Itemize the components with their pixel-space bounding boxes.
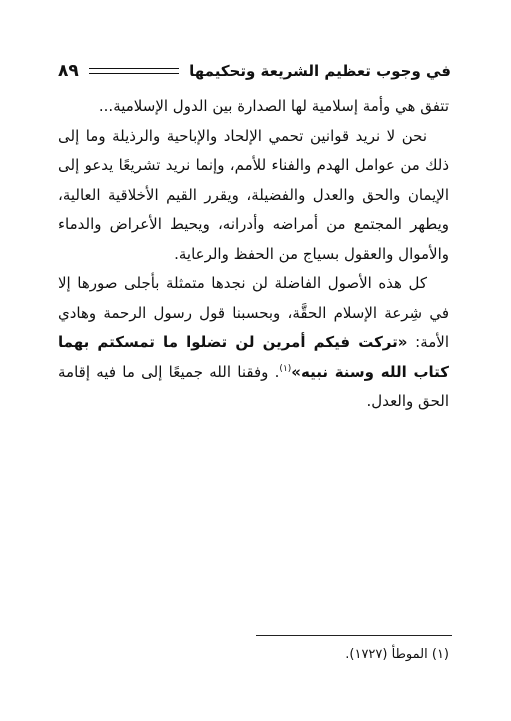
footnote-separator xyxy=(256,635,452,636)
header-double-rule xyxy=(89,68,179,74)
paragraph-3-start: كل هذه الأصول الفاضلة لن نجدها متمثلة بأجلى صورها إلا في شِرعة الإسلام الحقَّة، وبحسبنا قول رسول الرحمة وهادي الأمة: xyxy=(58,274,449,351)
main-text xyxy=(58,92,449,417)
footnote-reference: (١) xyxy=(279,363,292,374)
paragraph-1: تتفق هي وأمة إسلامية لها الصدارة بين الدول الإسلامية... xyxy=(98,97,449,115)
hadith-quote: «تركت فيكم أمرين لن تضلوا ما تمسكتم بهما كتاب الله وسنة نبيه» xyxy=(58,333,450,381)
paragraph-3-end: . وفقنا الله جميعًا إلى ما فيه إقامة الحق والعدل. xyxy=(58,362,449,410)
footnote: (١) الموطأ (١٧٢٧). xyxy=(345,647,449,662)
paragraph-3 xyxy=(58,269,449,417)
header-title: في وجوب تعظيم الشريعة وتحكيمها xyxy=(189,62,451,80)
running-header xyxy=(58,56,451,86)
page-number: ٨٩ xyxy=(58,61,79,81)
paragraph-2: نحن لا نريد قوانين تحمي الإلحاد والإباحية والرذيلة وما إلى ذلك من عوامل الهدم والفناء للأمم، وإنما نريد تشريعًا يدعو إلى الإيمان والحق والعدل والفضيلة، ويقرر القيم الأخلاقية العالية، ويطهر المجتمع من أمراضه وأدرانه، ويحيط الأعراض والدماء والأموال والعقول بسياج من الحفظ والرعاية. xyxy=(58,126,449,263)
